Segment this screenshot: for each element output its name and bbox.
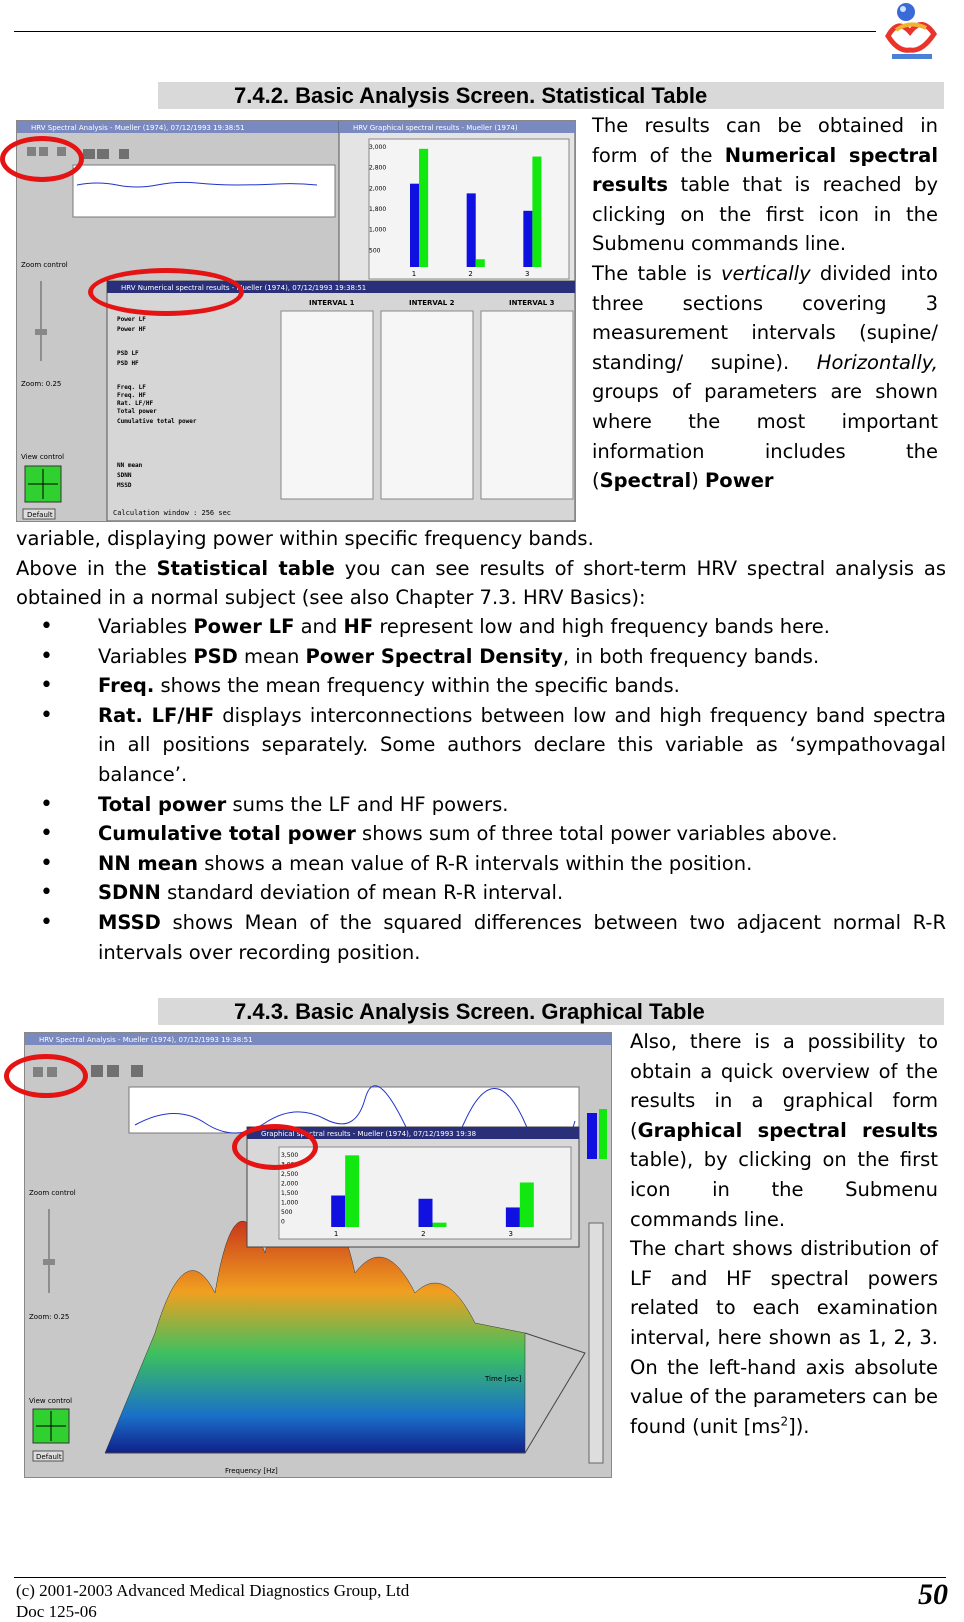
y-tick-label: 2,000 [281, 1180, 299, 1188]
category-label: 3 [525, 270, 530, 278]
svg-text:View control: View control [21, 453, 65, 461]
section1-para-1: The results can be obtained in form of the Numerical spectral results table that is reached by clicking on the first icon in the Submenu commands line. [592, 114, 938, 256]
svg-text:Zoom: 0.25: Zoom: 0.25 [29, 1313, 70, 1321]
page-number: 50 [918, 1578, 948, 1611]
section2-para-1: Also, there is a possibility to obtain a quick overview of the results in a graphical form (Graphical spectral results table), by clicking on the first icon in the Submenu commands line. [630, 1030, 938, 1231]
bar-hf [520, 1182, 534, 1227]
category-label: 3 [508, 1230, 513, 1238]
footer-copyright: (c) 2001-2003 Advanced Medical Diagnostics Group, Ltd [16, 1581, 410, 1600]
category-label: 2 [468, 270, 473, 278]
table-row-label: Total power [117, 408, 157, 415]
svg-text:HRV Numerical spectral results: HRV Numerical spectral results - Mueller (1974), 07/12/1993 19:38:51 [121, 284, 367, 292]
y-tick-label: 1,500 [281, 1190, 299, 1197]
bar-hf [433, 1223, 447, 1227]
y-tick-label: 2,800 [369, 164, 387, 172]
company-logo [878, 0, 948, 66]
interval-header: INTERVAL 2 [409, 299, 455, 307]
bullet-item: • Freq. shows the mean frequency within the specific bands. [16, 671, 946, 701]
table-row-label: Freq. HF [117, 392, 146, 399]
y-tick-label: 500 [369, 247, 381, 255]
y-tick-label: 500 [281, 1209, 293, 1216]
section1-full-width-text [16, 524, 946, 613]
y-tick-label: 1,000 [281, 1199, 299, 1207]
y-tick-label: 2,500 [281, 1171, 299, 1178]
category-label: 1 [333, 1230, 339, 1238]
footer-info [16, 1580, 409, 1622]
bar-lf [331, 1196, 345, 1227]
section-heading-graphical-table: 7.4.3. Basic Analysis Screen. Graphical Table [158, 998, 944, 1025]
bullet-item: • Cumulative total power shows sum of three total power variables above. [16, 819, 946, 849]
section1-para-2-end: variable, displaying power within specific frequency bands. [16, 527, 594, 550]
table-row-label: Freq. LF [117, 384, 146, 391]
variable-definitions-list [16, 612, 946, 967]
bullet-item: • Rat. LF/HF displays interconnections between low and high frequency band spectra in all positions separately. Some authors declare this variable as ‘sympathovagal balance’. [16, 701, 946, 790]
header-rule [14, 31, 876, 32]
interval-header: INTERVAL 1 [309, 299, 355, 307]
bar-hf [345, 1155, 359, 1227]
table-row-label: Rat. LF/HF [117, 400, 154, 407]
interval-column [281, 311, 373, 499]
section2-text [630, 1027, 938, 1441]
category-label: 2 [421, 1230, 426, 1238]
highlight-graphical-window-title [232, 1124, 318, 1170]
bullet-item: • Variables Power LF and HF represent low and high frequency bands here. [16, 612, 946, 642]
interval-header: INTERVAL 3 [509, 299, 555, 307]
svg-text:Default: Default [27, 511, 53, 519]
section1-para-3: Above in the Statistical table you can see results of short-term HRV spectral analysis as obtained in a normal subject (see also Chapter 7.3. HRV Basics): [16, 556, 946, 610]
highlight-first-icon-2 [4, 1054, 88, 1098]
bar-hf [476, 259, 485, 267]
bullet-item: • Variables PSD mean Power Spectral Density, in both frequency bands. [16, 642, 946, 672]
svg-text:View control: View control [29, 1397, 73, 1405]
footer-rule [14, 1577, 946, 1578]
screenshot-2-drawing [25, 1033, 611, 1477]
bar-hf [532, 157, 541, 267]
svg-text:HRV Spectral Analysis - Muelle: HRV Spectral Analysis - Mueller (1974), 07/12/1993 19:38:51 [31, 124, 245, 132]
y-tick-label: 0 [281, 1218, 285, 1226]
highlight-numerical-window-title [88, 268, 244, 316]
svg-text:Frequency [Hz]: Frequency [Hz] [225, 1467, 278, 1475]
table-row-label: Cumulative total power [117, 418, 197, 425]
y-tick-label: 1,000 [369, 226, 387, 234]
svg-text:Zoom: 0.25: Zoom: 0.25 [21, 380, 62, 388]
category-label: 1 [411, 270, 417, 278]
svg-text:HRV Graphical spectral results: HRV Graphical spectral results - Mueller (1974) [353, 124, 518, 132]
interval-column [481, 311, 573, 499]
svg-text:Default: Default [36, 1453, 62, 1461]
table-row-label: SDNN [117, 472, 132, 479]
bullet-item: • MSSD shows Mean of the squared differences between two adjacent normal R-R intervals over recording position. [16, 908, 946, 967]
interval-column [381, 311, 473, 499]
section1-para-2-start: The table is vertically divided into three sections covering 3 measurement intervals (supine/ standing/ supine). Horizontally, groups of parameters are shown where the most important information includes the (Spectral) Power [592, 261, 938, 493]
section-heading-statistical-table: 7.4.2. Basic Analysis Screen. Statistical Table [158, 82, 944, 109]
section1-intro-text [592, 111, 938, 496]
svg-text:Zoom control: Zoom control [29, 1189, 76, 1197]
y-tick-label: 2,000 [369, 185, 387, 193]
svg-text:Time [sec]: Time [sec] [485, 1375, 522, 1383]
bar-lf [506, 1207, 520, 1227]
table-row-label: NN mean [117, 462, 143, 469]
bar-lf [523, 211, 532, 267]
bar-hf [419, 149, 428, 267]
y-tick-label: 3,000 [281, 1161, 299, 1169]
bullet-item: • SDNN standard deviation of mean R-R interval. [16, 878, 946, 908]
highlight-first-icon [0, 136, 84, 182]
table-row-label: Power LF [117, 316, 146, 323]
svg-text:Calculation window : 256 sec: Calculation window : 256 sec [113, 509, 232, 517]
table-row-label: PSD LF [117, 350, 139, 357]
footer-doc-number: Doc 125-06 [16, 1602, 97, 1621]
y-tick-label: 3,000 [369, 144, 387, 151]
bar-lf [419, 1199, 433, 1227]
y-tick-label: 3,500 [281, 1152, 299, 1159]
table-row-label: PSD HF [117, 360, 139, 367]
bar-lf [467, 193, 476, 267]
svg-text:HRV Spectral Analysis - Muelle: HRV Spectral Analysis - Mueller (1974), 07/12/1993 19:38:51 [39, 1036, 253, 1044]
table-row-label: Power HF [117, 326, 146, 333]
table-row-label: MSSD [117, 482, 132, 489]
statistical-table-screenshot [16, 120, 576, 522]
svg-text:Graphical spectral results - M: Graphical spectral results - Mueller (1974), 07/12/1993 19:38 [261, 1130, 477, 1138]
svg-text:Zoom control: Zoom control [21, 261, 68, 269]
section2-para-2: The chart shows distribution of LF and HF spectral powers related to each examination interval, here shown as 1, 2, 3. On the left-hand axis absolute value of the parameters can be found (unit $[ms^2]$). [630, 1237, 938, 1438]
bar-lf [410, 184, 419, 267]
bullet-item: • NN mean shows a mean value of R-R intervals within the position. [16, 849, 946, 879]
screenshot-1-drawing [17, 121, 575, 521]
graphical-table-screenshot [24, 1032, 612, 1478]
bullet-item: • Total power sums the LF and HF powers. [16, 790, 946, 820]
y-tick-label: 1,800 [369, 206, 387, 213]
